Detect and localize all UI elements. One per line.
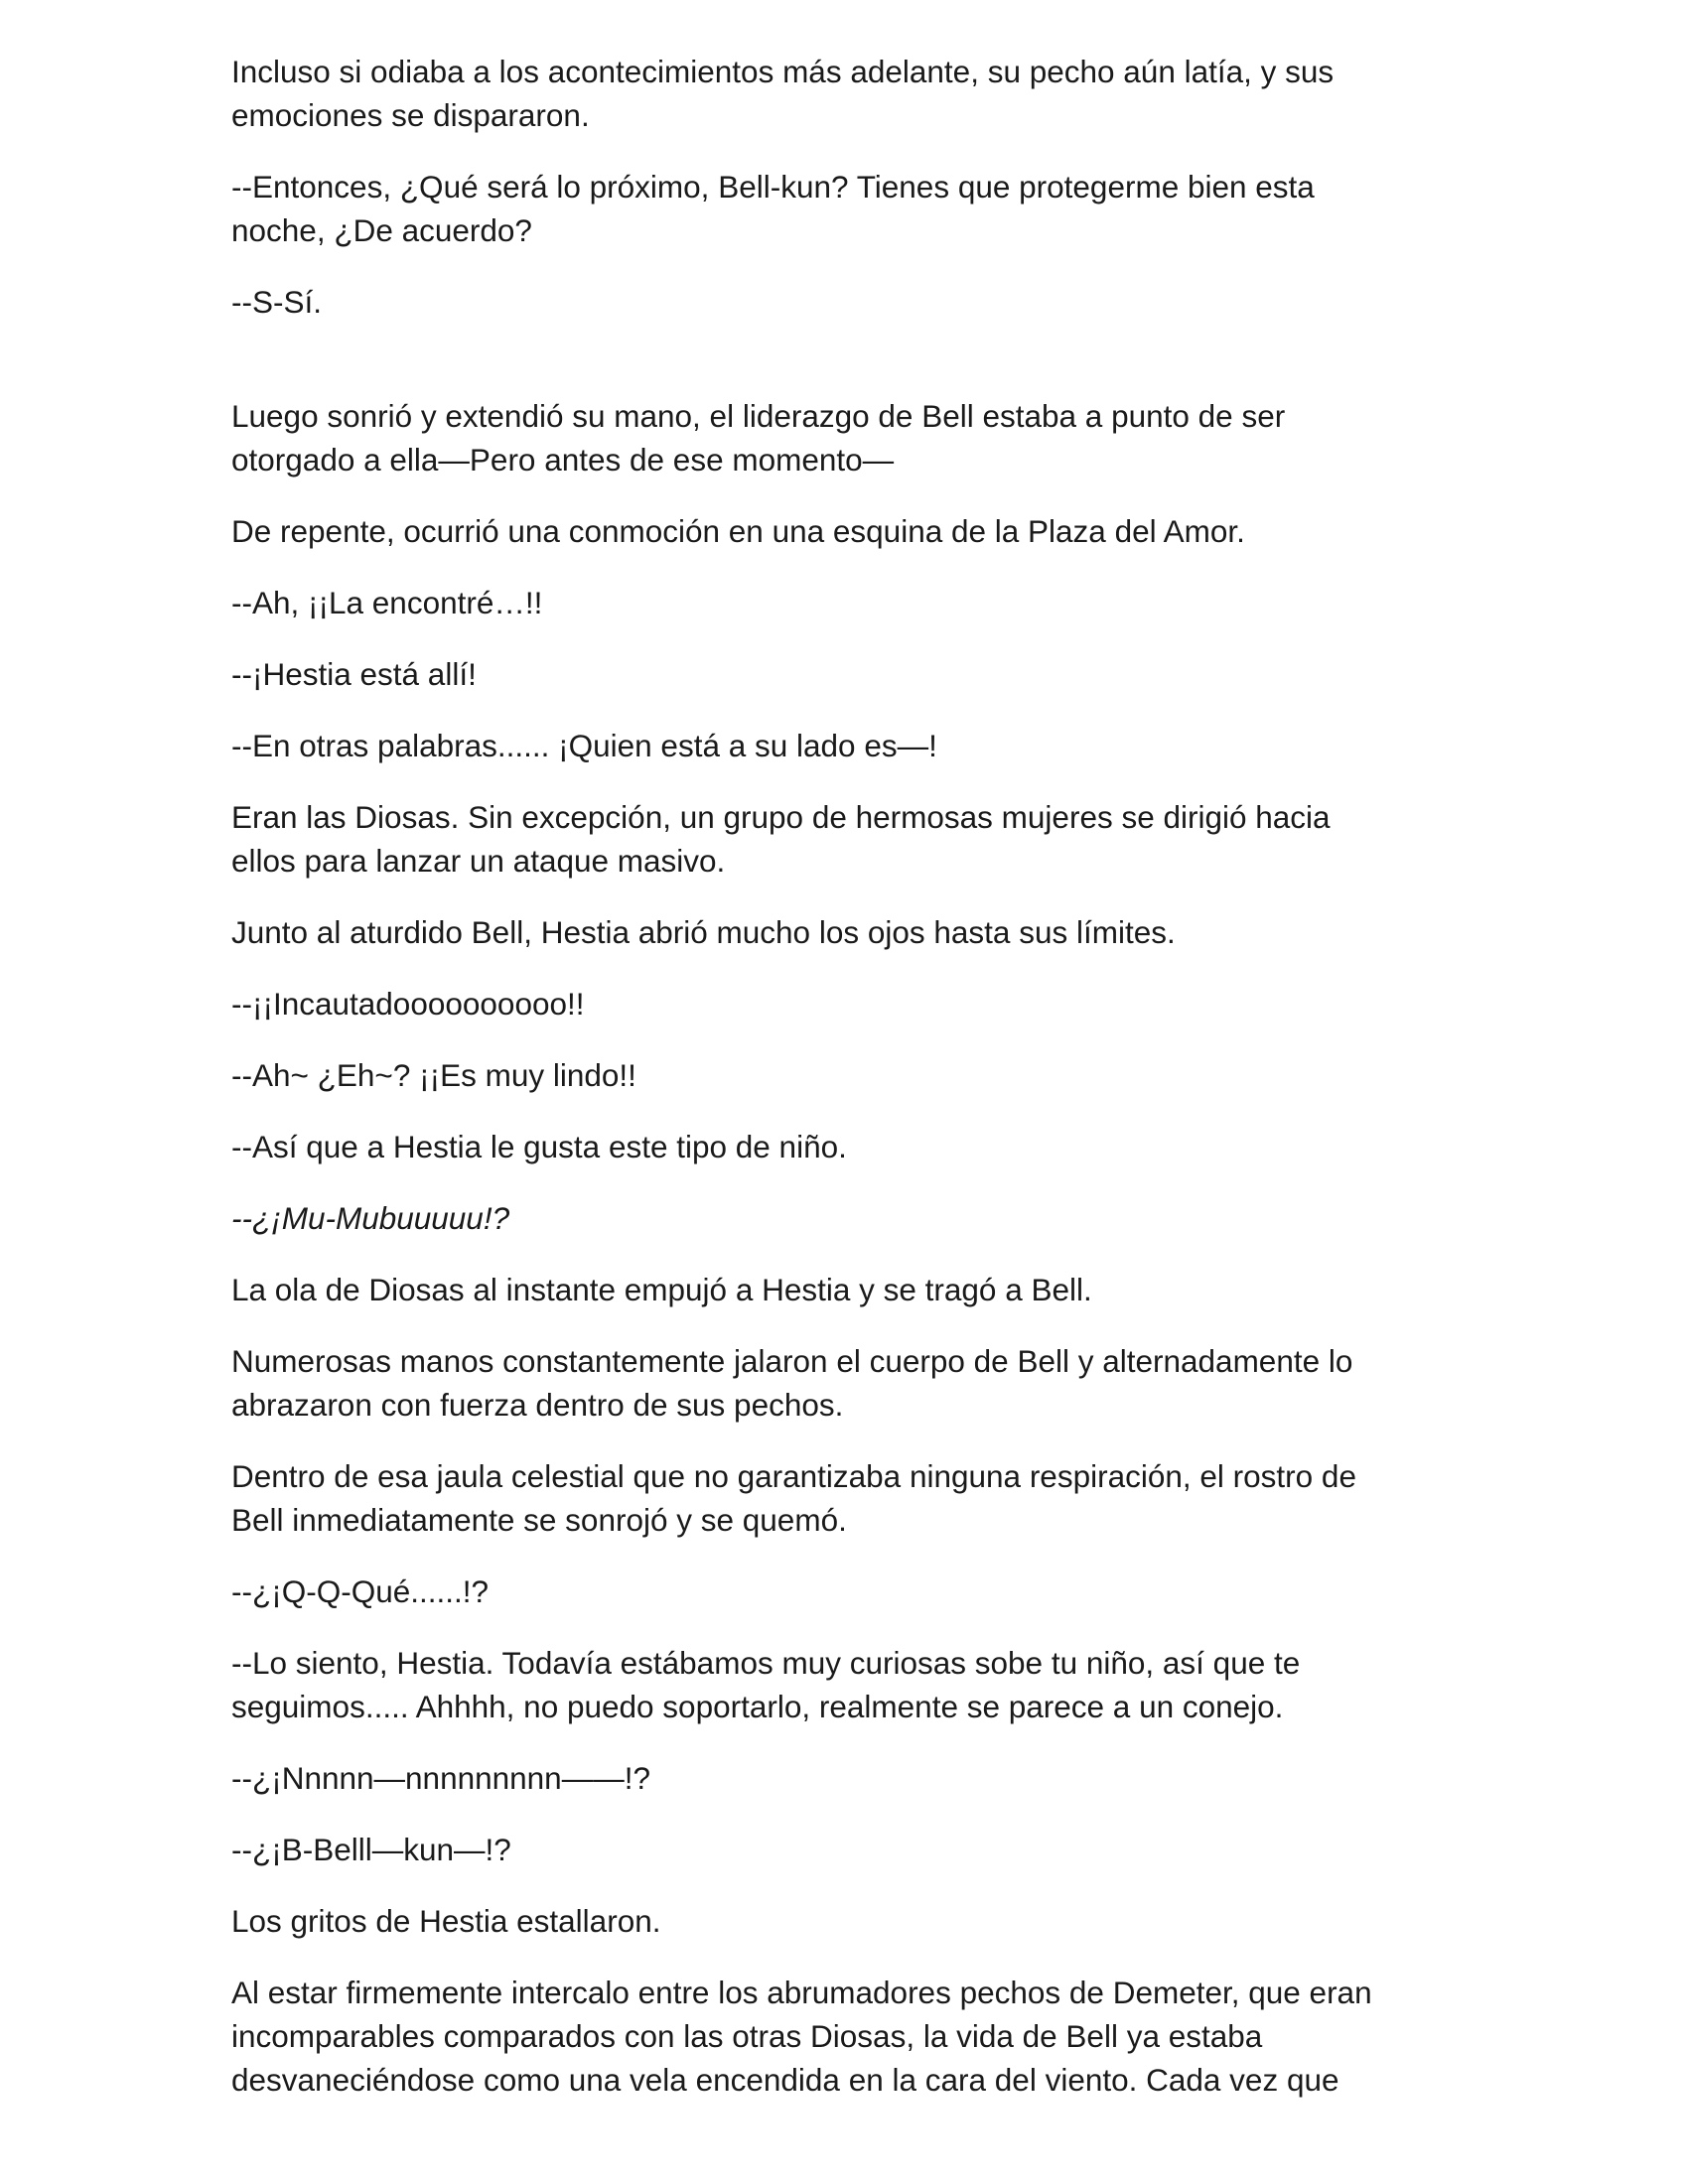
text-line: De repente, ocurrió una conmoción en una esquina de la Plaza del Amor.: [231, 513, 1245, 549]
document-page: [231, 50, 1482, 2102]
paragraph-18: [231, 1570, 1482, 1613]
paragraph-23: [231, 1971, 1482, 2102]
paragraph-7: [231, 652, 1482, 696]
text-line: emociones se dispararon.: [231, 97, 590, 133]
paragraph-10: [231, 910, 1482, 954]
text-line: noche, ¿De acuerdo?: [231, 212, 532, 248]
paragraph-22: [231, 1899, 1482, 1943]
paragraph-13: [231, 1125, 1482, 1168]
text-line: Al estar firmemente intercalo entre los abrumadores pechos de Demeter, que eran: [231, 1975, 1372, 2010]
text-line: Numerosas manos constantemente jalaron el cuerpo de Bell y alternadamente lo: [231, 1343, 1353, 1379]
paragraph-9: [231, 795, 1482, 883]
text-line: Bell inmediatamente se sonrojó y se quemó.: [231, 1502, 847, 1538]
text-line: --Ah, ¡¡La encontré…!!: [231, 585, 543, 620]
paragraph-2: [231, 165, 1482, 252]
paragraph-12: [231, 1053, 1482, 1097]
text-line: La ola de Diosas al instante empujó a Hestia y se tragó a Bell.: [231, 1272, 1092, 1307]
paragraph-21: [231, 1828, 1482, 1871]
text-line: --Entonces, ¿Qué será lo próximo, Bell-kun? Tienes que protegerme bien esta: [231, 169, 1315, 205]
paragraph-8: [231, 724, 1482, 767]
paragraph-6: [231, 581, 1482, 624]
text-line: --¿¡B-Belll—kun—!?: [231, 1832, 511, 1867]
text-line: --¿¡Q-Q-Qué......!?: [231, 1573, 490, 1609]
paragraph-1: [231, 50, 1482, 137]
text-line: --¡¡Incautadoooooooooo!!: [231, 986, 585, 1022]
text-line: otorgado a ella—Pero antes de ese momento—: [231, 442, 895, 478]
text-line: ellos para lanzar un ataque masivo.: [231, 843, 726, 879]
text-line: seguimos..... Ahhhh, no puedo soportarlo, realmente se parece a un conejo.: [231, 1689, 1284, 1724]
text-line: --¿¡Mu-Mubuuuuu!?: [231, 1200, 510, 1236]
paragraph-16: [231, 1339, 1482, 1427]
text-line: abrazaron con fuerza dentro de sus pechos.: [231, 1387, 844, 1423]
text-line: --Lo siento, Hestia. Todavía estábamos muy curiosas sobe tu niño, así que te: [231, 1645, 1301, 1681]
paragraph-4: [231, 394, 1482, 481]
paragraph-17: [231, 1454, 1482, 1542]
paragraph-14: [231, 1196, 1482, 1240]
paragraph-19: [231, 1641, 1482, 1728]
text-line: incomparables comparados con las otras Diosas, la vida de Bell ya estaba: [231, 2018, 1263, 2054]
text-line: --Ah~ ¿Eh~? ¡¡Es muy lindo!!: [231, 1057, 636, 1093]
text-line: desvaneciéndose como una vela encendida en la cara del viento. Cada vez que: [231, 2062, 1339, 2098]
paragraph-20: [231, 1756, 1482, 1800]
text-line: --¡Hestia está allí!: [231, 656, 477, 692]
text-line: Luego sonrió y extendió su mano, el liderazgo de Bell estaba a punto de ser: [231, 398, 1286, 434]
paragraph-11: [231, 982, 1482, 1025]
text-line: --¿¡Nnnnn—nnnnnnnnn——!?: [231, 1760, 650, 1796]
paragraph-3: [231, 280, 1482, 324]
text-line: --S-Sí.: [231, 284, 322, 320]
text-line: --En otras palabras...... ¡Quien está a su lado es—!: [231, 728, 937, 763]
text-line: Incluso si odiaba a los acontecimientos más adelante, su pecho aún latía, y sus: [231, 54, 1335, 89]
text-line: Los gritos de Hestia estallaron.: [231, 1903, 661, 1939]
text-line: Junto al aturdido Bell, Hestia abrió mucho los ojos hasta sus límites.: [231, 914, 1176, 950]
paragraph-5: [231, 509, 1482, 553]
paragraph-15: [231, 1268, 1482, 1311]
text-line: Dentro de esa jaula celestial que no garantizaba ninguna respiración, el rostro de: [231, 1458, 1356, 1494]
text-line: --Así que a Hestia le gusta este tipo de niño.: [231, 1129, 847, 1164]
text-line: Eran las Diosas. Sin excepción, un grupo de hermosas mujeres se dirigió hacia: [231, 799, 1331, 835]
